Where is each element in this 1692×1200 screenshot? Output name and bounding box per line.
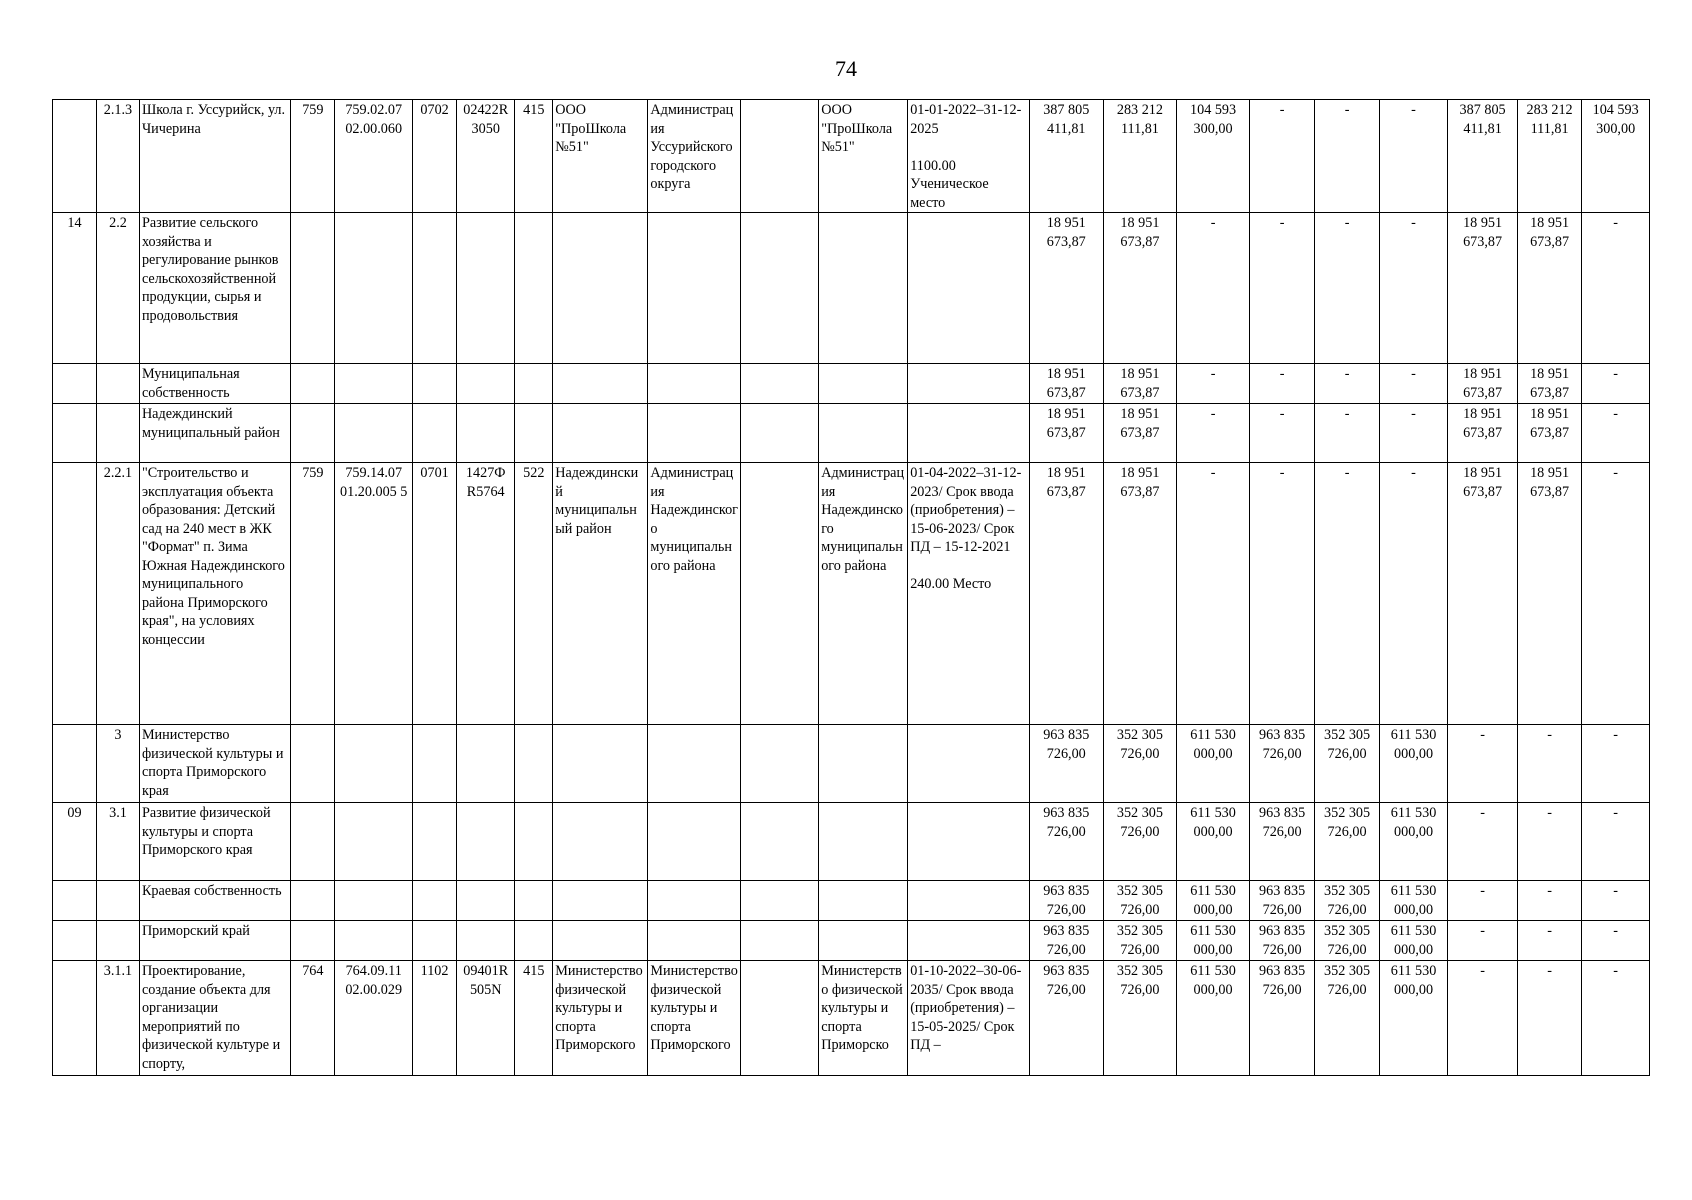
table-cell: Краевая собственность [139,881,290,921]
table-cell: 18 951 673,87 [1103,404,1177,463]
table-cell: Проектирование, создание объекта для организации мероприятий по физической культуре и спорту, [139,961,290,1076]
table-cell [291,404,335,463]
table-cell [741,404,819,463]
table-cell: - [1582,725,1650,803]
table-cell [457,364,515,404]
table-row [53,881,1650,921]
table-cell [648,364,741,404]
table-cell: 963 835 726,00 [1249,803,1314,881]
table-cell: - [1379,404,1448,463]
table-cell [553,404,648,463]
table-cell: 01-01-2022–31-12-2025 1100.00 Ученическое место [908,100,1030,213]
table-cell [291,725,335,803]
table-cell: Министерство физической культуры и спорта Приморского [648,961,741,1076]
table-cell: 963 835 726,00 [1029,725,1103,803]
table-cell [819,364,908,404]
table-cell [908,364,1030,404]
table-cell [908,881,1030,921]
table-cell: - [1517,725,1581,803]
table-cell: - [1448,961,1518,1076]
table-cell: - [1379,364,1448,404]
table-cell [335,725,413,803]
table-cell [53,100,97,213]
table-cell: Надеждинский муниципальный район [139,404,290,463]
table-cell: 611 530 000,00 [1177,961,1250,1076]
table-cell: 759.02.07 02.00.060 [335,100,413,213]
table-cell: 352 305 726,00 [1103,803,1177,881]
table-cell: - [1517,921,1581,961]
table-cell: Развитие физической культуры и спорта Приморского края [139,803,290,881]
table-cell [648,803,741,881]
table-cell: 522 [515,463,553,725]
table-cell: 0701 [413,463,457,725]
table-cell [648,921,741,961]
table-cell: Надеждинский муниципальный район [553,463,648,725]
table-cell: - [1448,725,1518,803]
table-cell: - [1582,881,1650,921]
table-cell: - [1249,404,1314,463]
table-cell [291,803,335,881]
table-cell [96,404,139,463]
table-cell [515,921,553,961]
table-cell: 1102 [413,961,457,1076]
table-cell: 02422R 3050 [457,100,515,213]
table-cell: Министерство физической культуры и спорта Приморского края [139,725,290,803]
table-cell: 104 593 300,00 [1582,100,1650,213]
table-cell: 18 951 673,87 [1029,364,1103,404]
table-cell [96,881,139,921]
table-cell [335,921,413,961]
table-cell: Школа г. Уссурийск, ул. Чичерина [139,100,290,213]
table-cell: 0702 [413,100,457,213]
table-cell [741,364,819,404]
table-cell [648,213,741,364]
table-cell: 283 212 111,81 [1517,100,1581,213]
table-cell [413,213,457,364]
table-cell [908,725,1030,803]
table-cell: 611 530 000,00 [1379,921,1448,961]
table-cell [413,921,457,961]
table-cell [457,921,515,961]
table-cell [819,725,908,803]
table-cell: - [1379,213,1448,364]
table-cell: - [1517,881,1581,921]
table-cell: 18 951 673,87 [1029,213,1103,364]
table-cell [553,725,648,803]
table-cell [413,881,457,921]
table-cell: 09 [53,803,97,881]
table-cell [741,213,819,364]
table-cell: - [1448,803,1518,881]
table-cell [553,881,648,921]
table-cell [741,803,819,881]
table-cell: - [1315,100,1379,213]
table-cell [553,803,648,881]
table-cell: 611 530 000,00 [1177,803,1250,881]
table-cell [741,881,819,921]
table-cell: 352 305 726,00 [1315,881,1379,921]
table-cell: 352 305 726,00 [1315,803,1379,881]
table-cell [741,961,819,1076]
table-cell: Администрация Уссурийского городского округа [648,100,741,213]
table-cell: 18 951 673,87 [1517,213,1581,364]
table-cell [648,881,741,921]
table-cell [413,364,457,404]
table-cell: 759.14.07 01.20.005 5 [335,463,413,725]
table-cell [457,404,515,463]
table-cell: 3.1.1 [96,961,139,1076]
table-cell: 18 951 673,87 [1029,463,1103,725]
table-cell: 352 305 726,00 [1315,961,1379,1076]
table-cell: - [1582,463,1650,725]
table-cell: 611 530 000,00 [1177,881,1250,921]
table-cell: 18 951 673,87 [1448,404,1518,463]
table-cell: - [1582,803,1650,881]
table-row [53,725,1650,803]
table-cell [515,404,553,463]
table-cell [819,881,908,921]
table-cell: ООО "ПроШкола №51" [553,100,648,213]
table-cell [515,364,553,404]
table-cell: - [1177,364,1250,404]
table-cell: Администрация Надеждинского муниципального района [648,463,741,725]
table-cell: 764 [291,961,335,1076]
table-cell [413,404,457,463]
table-cell: Министерство физической культуры и спорта Приморского [553,961,648,1076]
table-cell: 2.2 [96,213,139,364]
table-cell [335,881,413,921]
table-cell: 611 530 000,00 [1379,803,1448,881]
table-cell [648,404,741,463]
table-cell [515,881,553,921]
table-cell [96,921,139,961]
table-cell: 18 951 673,87 [1103,463,1177,725]
table-cell: 01-04-2022–31-12-2023/ Срок ввода (приобретения) – 15-06-2023/ Срок ПД – 15-12-2021 240.00 Место [908,463,1030,725]
table-cell: 352 305 726,00 [1315,921,1379,961]
table-cell: - [1177,213,1250,364]
table-cell: - [1249,213,1314,364]
table-cell: - [1249,364,1314,404]
table-cell: - [1448,921,1518,961]
table-cell [53,921,97,961]
table-cell [291,921,335,961]
table-cell: - [1582,404,1650,463]
table-cell [335,213,413,364]
table-row [53,961,1650,1076]
table-row [53,803,1650,881]
table-cell: 18 951 673,87 [1517,364,1581,404]
table-cell: - [1177,463,1250,725]
table-cell: - [1379,463,1448,725]
table-cell [53,961,97,1076]
table-cell: 18 951 673,87 [1103,213,1177,364]
table-cell: Развитие сельского хозяйства и регулирование рынков сельскохозяйственной продукции, сырья и продовольствия [139,213,290,364]
table-row [53,463,1650,725]
table-cell: 18 951 673,87 [1103,364,1177,404]
table-cell [291,213,335,364]
table-cell: 104 593 300,00 [1177,100,1250,213]
table-cell: - [1582,364,1650,404]
table-cell: 18 951 673,87 [1029,404,1103,463]
table-cell: - [1517,803,1581,881]
table-cell [819,921,908,961]
table-cell: 283 212 111,81 [1103,100,1177,213]
table-cell: 415 [515,961,553,1076]
table-row [53,921,1650,961]
table-cell: 759 [291,463,335,725]
table-cell: 415 [515,100,553,213]
table-cell [908,921,1030,961]
budget-table [52,99,1650,1076]
table-cell [53,404,97,463]
table-cell [741,463,819,725]
table-cell: 611 530 000,00 [1379,881,1448,921]
table-cell: 18 951 673,87 [1517,404,1581,463]
table-cell [53,725,97,803]
table-cell: 2.2.1 [96,463,139,725]
table-cell: 01-10-2022–30-06-2035/ Срок ввода (приобретения) – 15-05-2025/ Срок ПД – [908,961,1030,1076]
table-cell [553,213,648,364]
table-cell [457,881,515,921]
table-cell: 963 835 726,00 [1249,725,1314,803]
table-cell: - [1315,404,1379,463]
table-cell: 963 835 726,00 [1249,881,1314,921]
table-cell: - [1315,463,1379,725]
table-cell [553,921,648,961]
table-cell: - [1517,961,1581,1076]
table-cell: 18 951 673,87 [1448,463,1518,725]
table-cell: - [1249,100,1314,213]
table-cell: 352 305 726,00 [1103,725,1177,803]
table-cell: 387 805 411,81 [1029,100,1103,213]
table-cell: 3 [96,725,139,803]
table-cell: - [1582,213,1650,364]
table-cell [335,404,413,463]
table-cell [819,803,908,881]
table-cell [819,213,908,364]
table-cell [908,803,1030,881]
table-cell [291,364,335,404]
table-cell [908,213,1030,364]
table-cell: 1427Ф R5764 [457,463,515,725]
table-cell: - [1177,404,1250,463]
table-cell [291,881,335,921]
table-cell [741,100,819,213]
table-row [53,100,1650,213]
table-cell: ООО "ПроШкола №51" [819,100,908,213]
table-cell: 611 530 000,00 [1177,921,1250,961]
table-cell [53,364,97,404]
table-cell: Министерство физической культуры и спорта Приморско [819,961,908,1076]
table-cell: "Строительство и эксплуатация объекта образования: Детский сад на 240 мест в ЖК "Формат" п. Зима Южная Надеждинского муниципального района Приморского края", на условиях концессии [139,463,290,725]
table-cell [457,803,515,881]
table-row [53,364,1650,404]
table-cell [457,725,515,803]
page-number: 74 [835,56,857,81]
table-cell: 963 835 726,00 [1029,803,1103,881]
table-cell: 18 951 673,87 [1448,364,1518,404]
table-cell [515,803,553,881]
table-cell: - [1249,463,1314,725]
table-cell [53,881,97,921]
table-cell: 963 835 726,00 [1249,921,1314,961]
table-cell [908,404,1030,463]
table-cell [648,725,741,803]
table-cell: 963 835 726,00 [1249,961,1314,1076]
table-cell: 611 530 000,00 [1177,725,1250,803]
table-cell [335,364,413,404]
table-cell: - [1315,364,1379,404]
table-cell: 18 951 673,87 [1517,463,1581,725]
table-cell [96,364,139,404]
table-cell [515,725,553,803]
table-cell: 352 305 726,00 [1103,921,1177,961]
table-cell: 3.1 [96,803,139,881]
table-cell: Приморский край [139,921,290,961]
table-cell: - [1582,921,1650,961]
table-cell [413,725,457,803]
table-cell: 352 305 726,00 [1315,725,1379,803]
table-cell: Администрация Надеждинского муниципального района [819,463,908,725]
table-row [53,404,1650,463]
table-cell [553,364,648,404]
table-cell: - [1582,961,1650,1076]
table-cell: 759 [291,100,335,213]
table-cell: - [1448,881,1518,921]
table-cell [515,213,553,364]
table-cell: 611 530 000,00 [1379,961,1448,1076]
table-cell [335,803,413,881]
table-cell [741,725,819,803]
table-cell: 18 951 673,87 [1448,213,1518,364]
table-cell: 764.09.11 02.00.029 [335,961,413,1076]
table-cell: Муниципальная собственность [139,364,290,404]
table-cell: 352 305 726,00 [1103,961,1177,1076]
table-cell [819,404,908,463]
table-cell [741,921,819,961]
table-cell: 963 835 726,00 [1029,881,1103,921]
table-cell: 387 805 411,81 [1448,100,1518,213]
table-row [53,213,1650,364]
table-cell: 963 835 726,00 [1029,961,1103,1076]
table-cell: 611 530 000,00 [1379,725,1448,803]
table-cell: 963 835 726,00 [1029,921,1103,961]
table-cell: 2.1.3 [96,100,139,213]
table-cell: 09401R 505N [457,961,515,1076]
table-cell [457,213,515,364]
table-cell [53,463,97,725]
table-cell: 352 305 726,00 [1103,881,1177,921]
table-cell: 14 [53,213,97,364]
table-cell [413,803,457,881]
table-cell: - [1315,213,1379,364]
table-cell: - [1379,100,1448,213]
